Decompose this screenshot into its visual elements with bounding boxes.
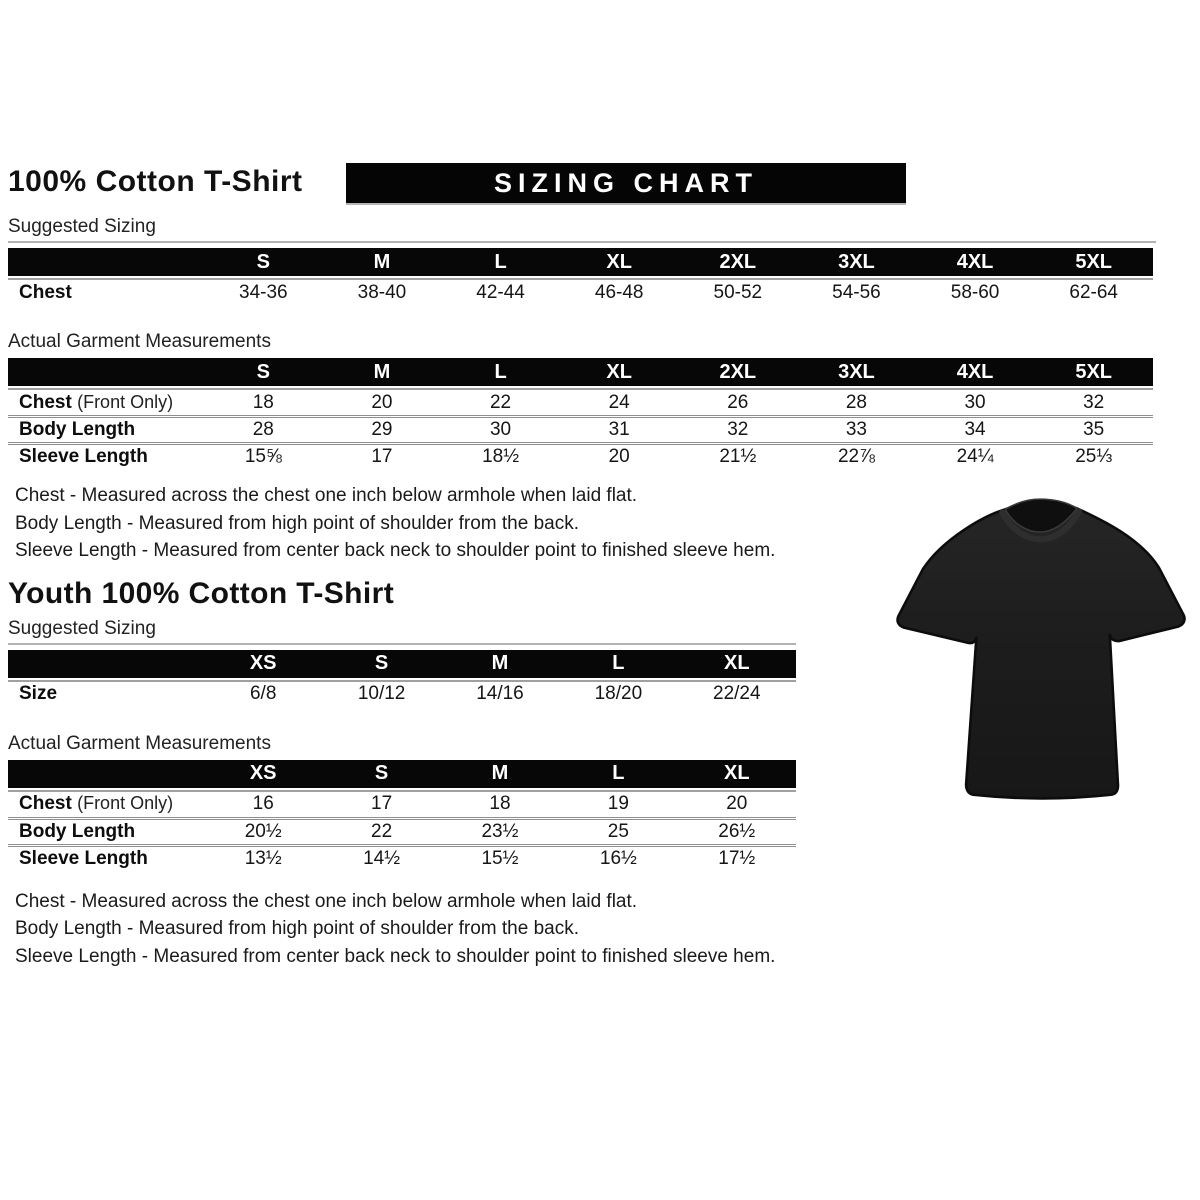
youth-suggested-label: Suggested Sizing	[8, 618, 796, 645]
cell: 25	[559, 817, 677, 844]
row-label: Chest	[8, 278, 204, 305]
column-header: 3XL	[797, 358, 916, 388]
cell: 28	[797, 388, 916, 415]
column-header: S	[204, 358, 323, 388]
youth-measurement-notes	[8, 888, 1156, 971]
cell: 28	[204, 415, 323, 442]
cell: 14/16	[441, 680, 559, 707]
column-header: 5XL	[1034, 248, 1153, 278]
sizing-chart-banner	[346, 163, 906, 203]
column-header: XL	[678, 650, 796, 680]
cell: 22	[441, 388, 560, 415]
column-header: M	[323, 248, 442, 278]
column-header: 4XL	[916, 248, 1035, 278]
table-row	[8, 442, 1153, 469]
column-header: S	[322, 650, 440, 680]
column-header: XS	[204, 650, 322, 680]
tshirt-photo	[886, 490, 1194, 805]
column-header: L	[441, 248, 560, 278]
cell: 25⅓	[1034, 442, 1153, 469]
cell: 17	[323, 442, 442, 469]
cell: 19	[559, 790, 677, 817]
sizing-chart-banner-text: SIZING CHART	[494, 167, 758, 198]
cell: 26½	[678, 817, 796, 844]
cell: 42-44	[441, 278, 560, 305]
column-header: 3XL	[797, 248, 916, 278]
row-label: Chest (Front Only)	[8, 790, 204, 817]
cell: 38-40	[323, 278, 442, 305]
column-header: M	[323, 358, 442, 388]
youth-suggested-header-row	[8, 650, 796, 680]
table-row	[8, 278, 1153, 305]
adult-suggested-table	[8, 248, 1153, 305]
column-header: L	[559, 650, 677, 680]
corner-cell	[8, 650, 204, 680]
adult-actual-label: Actual Garment Measurements	[8, 331, 271, 352]
cell: 54-56	[797, 278, 916, 305]
table-row	[8, 680, 796, 707]
adult-suggested-label: Suggested Sizing	[8, 216, 1156, 243]
cell: 15⅝	[204, 442, 323, 469]
note-line: Chest - Measured across the chest one inch below armhole when laid flat.	[15, 890, 638, 912]
cell: 15½	[441, 844, 559, 871]
cell: 22⅞	[797, 442, 916, 469]
note-line: Sleeve Length - Measured from center back neck to shoulder point to finished sleeve hem.	[15, 945, 776, 967]
corner-cell	[8, 358, 204, 388]
youth-title: Youth 100% Cotton T-Shirt	[8, 576, 395, 610]
cell: 20	[560, 442, 679, 469]
cell: 18	[204, 388, 323, 415]
note-line: Chest - Measured across the chest one inch below armhole when laid flat.	[15, 485, 638, 506]
cell: 34	[916, 415, 1035, 442]
row-label: Body Length	[8, 415, 204, 442]
corner-cell	[8, 760, 204, 790]
row-label: Sleeve Length	[8, 442, 204, 469]
row-label: Size	[8, 680, 204, 707]
tshirt-body	[898, 502, 1185, 798]
cell: 26	[679, 388, 798, 415]
cell: 13½	[204, 844, 322, 871]
cell: 16½	[559, 844, 677, 871]
cell: 32	[1034, 388, 1153, 415]
row-label: Chest (Front Only)	[8, 388, 204, 415]
column-header: 5XL	[1034, 358, 1153, 388]
table-row	[8, 844, 796, 871]
cell: 18	[441, 790, 559, 817]
row-label: Body Length	[8, 817, 204, 844]
cell: 20½	[204, 817, 322, 844]
cell: 10/12	[322, 680, 440, 707]
cell: 18/20	[559, 680, 677, 707]
cell: 21½	[679, 442, 798, 469]
column-header: L	[559, 760, 677, 790]
cell: 32	[679, 415, 798, 442]
cell: 14½	[322, 844, 440, 871]
column-header: M	[441, 760, 559, 790]
cell: 22	[322, 817, 440, 844]
cell: 35	[1034, 415, 1153, 442]
table-row	[8, 415, 1153, 442]
adult-title: 100% Cotton T-Shirt	[8, 165, 303, 198]
column-header: M	[441, 650, 559, 680]
youth-suggested-table	[8, 650, 796, 707]
cell: 23½	[441, 817, 559, 844]
note-line: Sleeve Length - Measured from center back neck to shoulder point to finished sleeve hem.	[15, 540, 776, 561]
cell: 17	[322, 790, 440, 817]
column-header: 4XL	[916, 358, 1035, 388]
cell: 46-48	[560, 278, 679, 305]
cell: 29	[323, 415, 442, 442]
column-header: 2XL	[679, 358, 798, 388]
cell: 50-52	[679, 278, 798, 305]
cell: 20	[678, 790, 796, 817]
column-header: 2XL	[679, 248, 798, 278]
column-header: XL	[678, 760, 796, 790]
header-row	[8, 163, 1156, 209]
cell: 18½	[441, 442, 560, 469]
cell: 34-36	[204, 278, 323, 305]
youth-actual-label: Actual Garment Measurements	[8, 732, 271, 754]
cell: 22/24	[678, 680, 796, 707]
cell: 6/8	[204, 680, 322, 707]
table-row	[8, 388, 1153, 415]
note-line: Body Length - Measured from high point of shoulder from the back.	[15, 918, 579, 939]
cell: 17½	[678, 844, 796, 871]
adult-actual-header-row	[8, 358, 1153, 388]
youth-actual-header-row	[8, 760, 796, 790]
cell: 58-60	[916, 278, 1035, 305]
cell: 20	[323, 388, 442, 415]
column-header: XL	[560, 358, 679, 388]
column-header: L	[441, 358, 560, 388]
row-label: Sleeve Length	[8, 844, 204, 871]
table-row	[8, 817, 796, 844]
column-header: XS	[204, 760, 322, 790]
cell: 30	[916, 388, 1035, 415]
table-row	[8, 790, 796, 817]
column-header: S	[322, 760, 440, 790]
cell: 31	[560, 415, 679, 442]
note-line: Body Length - Measured from high point of shoulder from the back.	[15, 512, 579, 534]
adult-suggested-header-row	[8, 248, 1153, 278]
cell: 62-64	[1034, 278, 1153, 305]
cell: 24¼	[916, 442, 1035, 469]
cell: 24	[560, 388, 679, 415]
adult-actual-table	[8, 358, 1153, 469]
corner-cell	[8, 248, 204, 278]
column-header: S	[204, 248, 323, 278]
cell: 33	[797, 415, 916, 442]
youth-actual-table	[8, 760, 796, 871]
column-header: XL	[560, 248, 679, 278]
cell: 30	[441, 415, 560, 442]
cell: 16	[204, 790, 322, 817]
